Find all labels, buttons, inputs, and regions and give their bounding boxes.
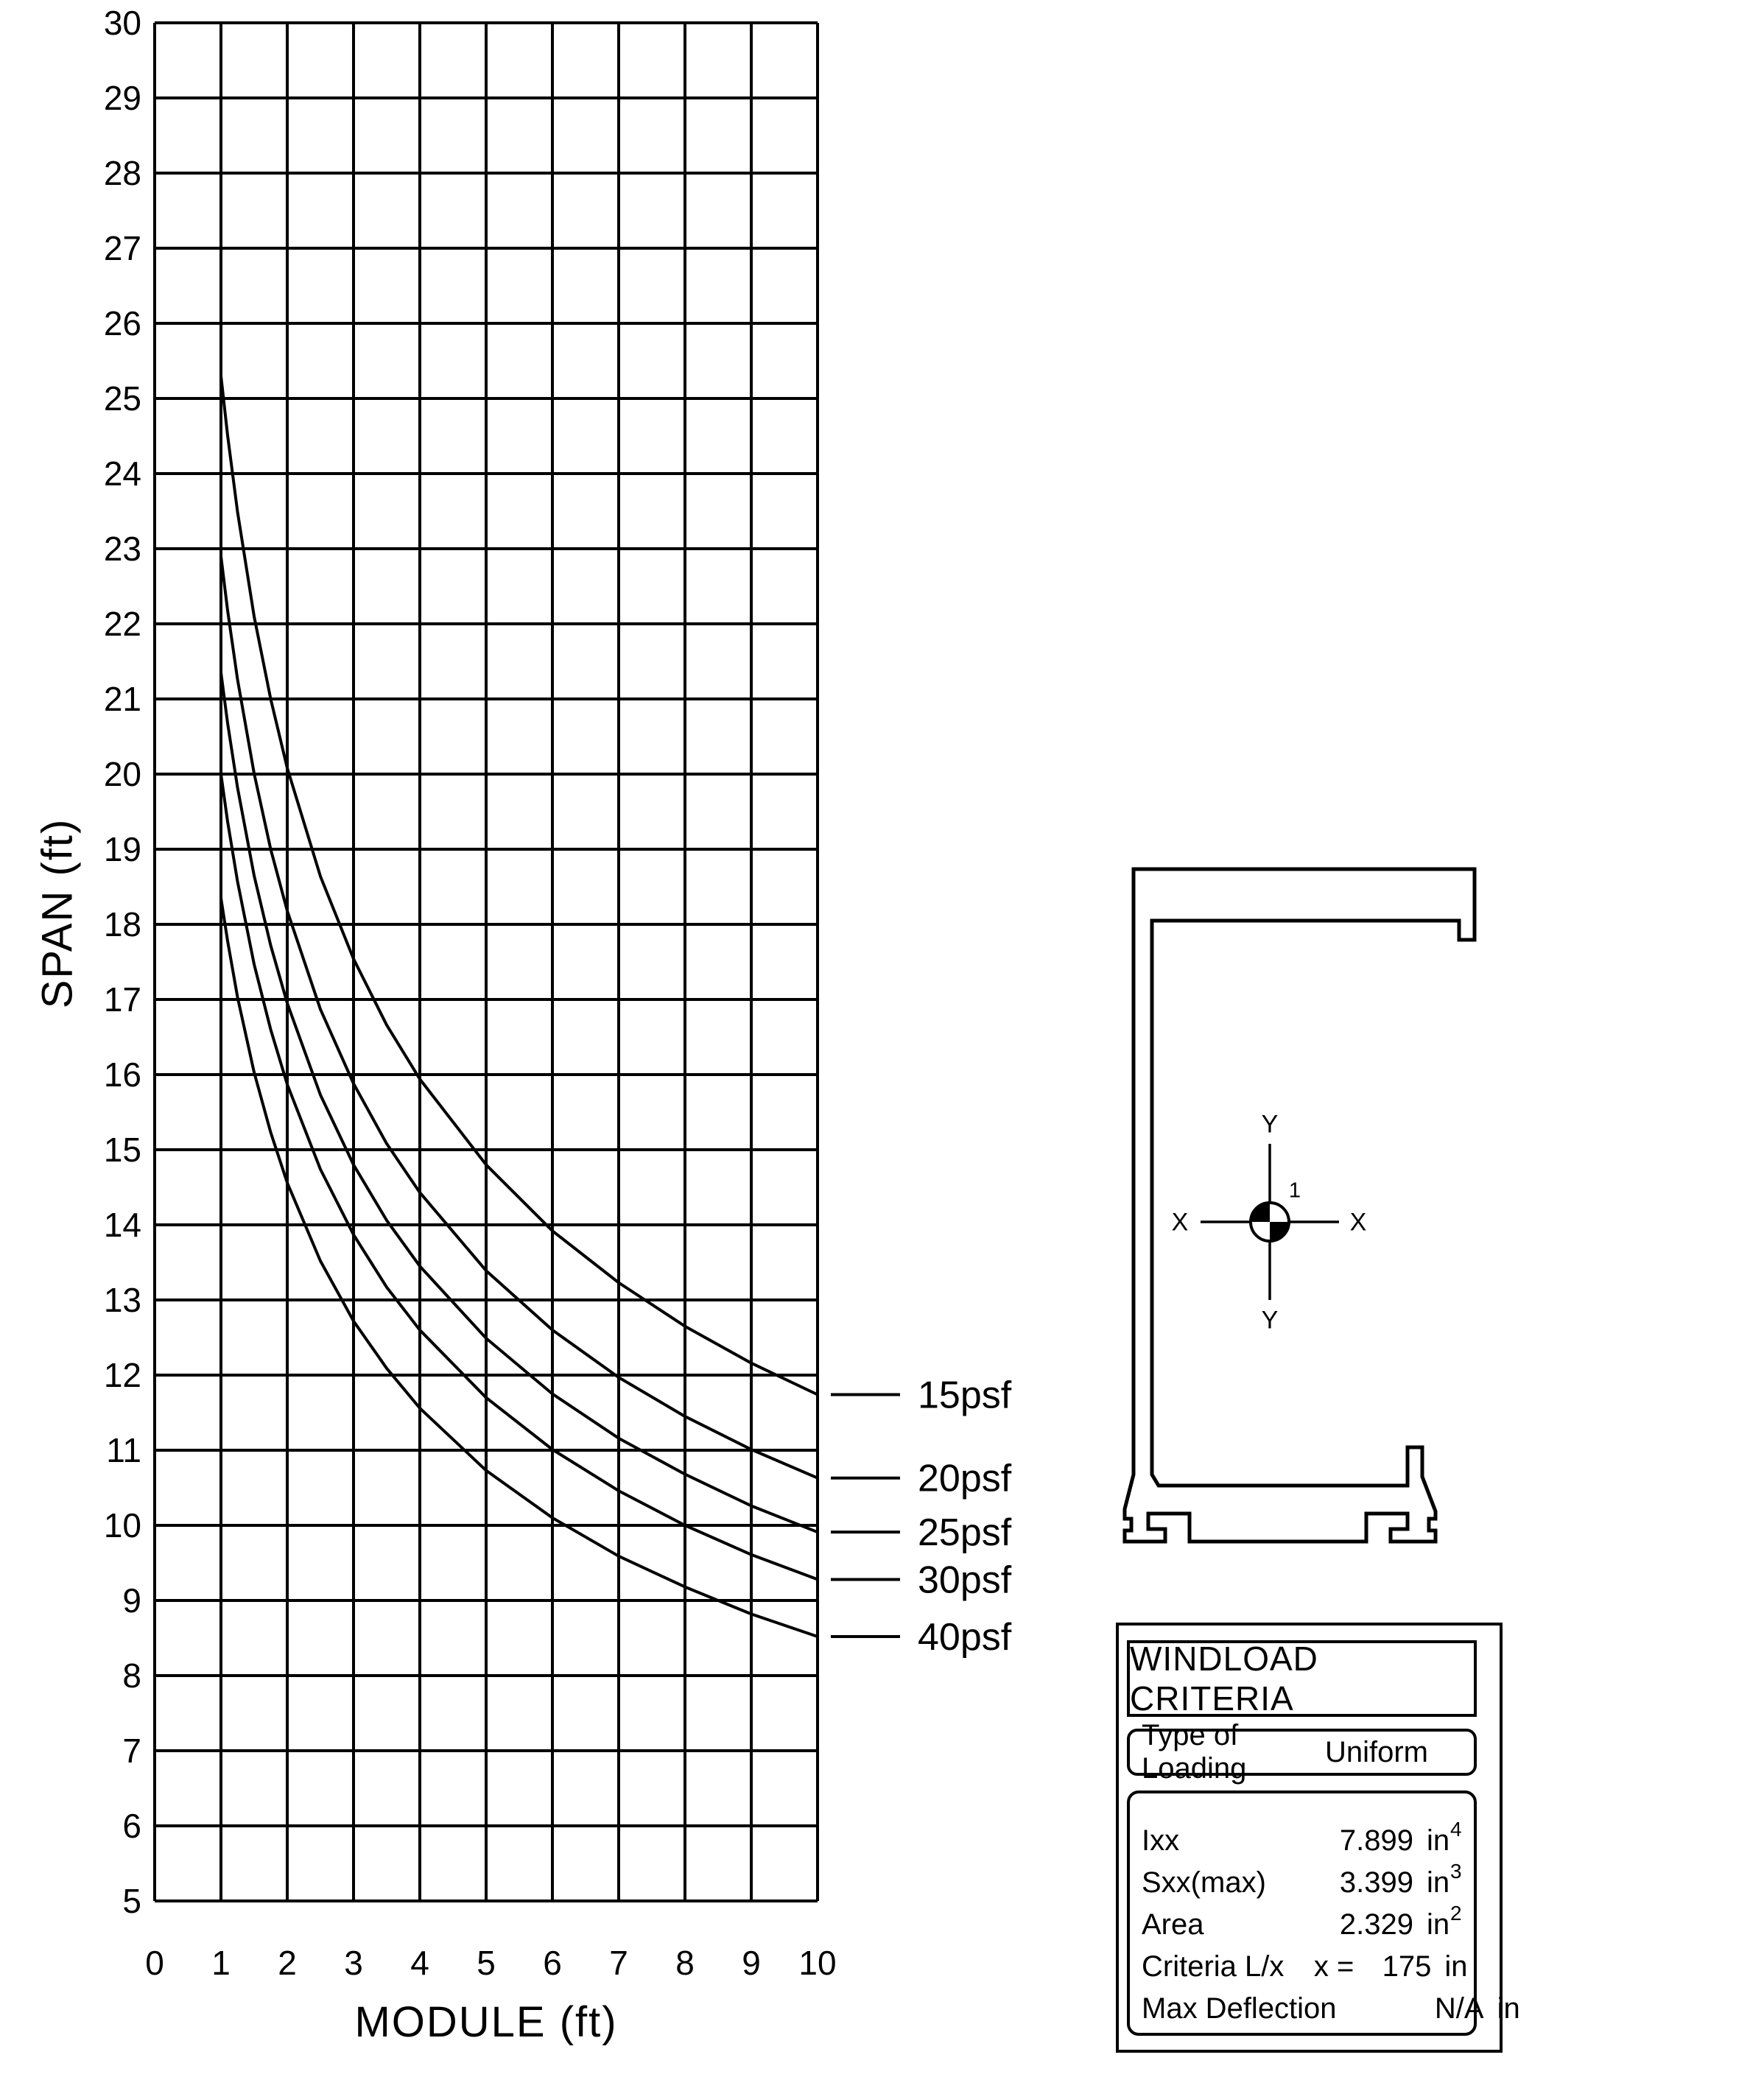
row-label: Criteria L/x — [1142, 1950, 1285, 1983]
y-tick-label: 9 — [122, 1581, 141, 1620]
curve-30psf — [221, 774, 818, 1579]
y-tick-label: 16 — [103, 1055, 141, 1094]
windload-criteria-table — [1116, 1623, 1520, 2053]
x-axis-title: MODULE (ft) — [354, 1998, 618, 2046]
centroid-label-y-bottom: Y — [1261, 1306, 1279, 1335]
x-tick-label: 8 — [675, 1944, 695, 1982]
row-value: N/A — [1434, 1992, 1484, 2025]
centroid-quadrant-top-left — [1251, 1203, 1270, 1222]
x-tick-label: 5 — [477, 1944, 496, 1982]
windload-table-title: WINDLOAD CRITERIA — [1130, 1640, 1318, 1718]
x-tick-label: 10 — [798, 1944, 837, 1982]
row-unit: in — [1497, 1992, 1520, 2025]
curve-15psf — [221, 376, 818, 1394]
y-tick-label: 26 — [103, 304, 141, 342]
windload-table-title-box — [1127, 1640, 1477, 1717]
type-of-loading-value: Uniform — [1324, 1735, 1428, 1768]
y-tick-label: 6 — [122, 1807, 141, 1845]
centroid-label-x-right: X — [1349, 1208, 1367, 1237]
table-row-sxx — [1130, 1859, 1474, 1904]
curve-25psf — [221, 672, 818, 1532]
y-tick-label: 28 — [103, 154, 141, 192]
row-value: 7.899 — [1339, 1824, 1413, 1857]
y-tick-label: 17 — [103, 980, 141, 1019]
row-value: 3.399 — [1339, 1866, 1413, 1899]
y-tick-label: 21 — [103, 680, 141, 718]
curve-leader-labels — [831, 1374, 1012, 1659]
y-tick-label: 10 — [103, 1506, 141, 1544]
y-tick-label: 8 — [122, 1656, 141, 1695]
axis-tick-labels — [104, 4, 837, 1982]
y-tick-label: 12 — [103, 1356, 141, 1394]
curve-label-15psf: 15psf — [918, 1374, 1012, 1417]
y-tick-label: 24 — [103, 454, 141, 493]
y-tick-label: 15 — [103, 1131, 141, 1169]
row-mid: x = — [1313, 1950, 1354, 1983]
y-tick-label: 29 — [103, 79, 141, 117]
y-tick-label: 7 — [122, 1732, 141, 1770]
table-row-ixx — [1130, 1817, 1474, 1862]
row-label: Sxx(max) — [1142, 1866, 1266, 1899]
x-tick-label: 4 — [410, 1944, 429, 1982]
section-profile-outline — [1125, 869, 1475, 1542]
row-label: Area — [1142, 1908, 1204, 1941]
y-tick-label: 18 — [103, 905, 141, 943]
centroid-symbol — [1201, 1144, 1339, 1300]
y-tick-label: 30 — [103, 4, 141, 42]
row-unit-exponent: 3 — [1450, 1859, 1462, 1883]
centroid-id-label: 1 — [1288, 1178, 1301, 1203]
row-value: 175 — [1382, 1950, 1432, 1983]
row-unit: in — [1427, 1866, 1450, 1899]
table-row-max-deflection — [1130, 1988, 1520, 2030]
x-tick-label: 1 — [211, 1944, 231, 1982]
row-unit-exponent: 4 — [1450, 1817, 1462, 1841]
table-row-area — [1130, 1901, 1474, 1946]
y-tick-label: 14 — [103, 1206, 141, 1244]
x-tick-label: 9 — [742, 1944, 761, 1982]
row-unit-exponent: 2 — [1450, 1901, 1462, 1925]
curve-label-30psf: 30psf — [918, 1558, 1012, 1602]
y-tick-label: 19 — [103, 830, 141, 868]
row-unit: in — [1427, 1824, 1450, 1857]
table-row-criteria — [1130, 1946, 1474, 1988]
load-curves — [221, 376, 818, 1637]
row-label: Ixx — [1142, 1824, 1180, 1857]
type-of-loading-row — [1127, 1719, 1477, 1785]
type-of-loading-label: Type of Loading — [1142, 1719, 1247, 1785]
row-value: 2.329 — [1339, 1908, 1413, 1941]
y-tick-label: 25 — [103, 379, 141, 418]
section-properties-box — [1127, 1790, 1520, 2036]
y-tick-label: 27 — [103, 229, 141, 267]
centroid-label-y-top: Y — [1261, 1110, 1279, 1139]
y-tick-label: 23 — [103, 530, 141, 568]
y-tick-label: 20 — [103, 755, 141, 793]
y-tick-label: 13 — [103, 1281, 141, 1319]
centroid-quadrant-bottom-right — [1270, 1222, 1289, 1241]
curve-label-20psf: 20psf — [918, 1457, 1012, 1500]
y-tick-label: 11 — [106, 1431, 141, 1469]
centroid-label-x-left: X — [1171, 1208, 1189, 1237]
row-unit: in — [1427, 1908, 1450, 1941]
y-axis-title: SPAN (ft) — [33, 818, 82, 1009]
x-tick-label: 7 — [609, 1944, 628, 1982]
row-label: Max Deflection — [1142, 1992, 1337, 2025]
y-tick-label: 5 — [122, 1882, 141, 1920]
curve-label-40psf: 40psf — [918, 1615, 1012, 1659]
x-tick-label: 6 — [543, 1944, 562, 1982]
curve-20psf — [221, 556, 818, 1478]
x-tick-label: 2 — [278, 1944, 297, 1982]
x-tick-label: 0 — [145, 1944, 164, 1982]
y-tick-label: 22 — [103, 605, 141, 643]
curve-label-25psf: 25psf — [918, 1511, 1012, 1555]
row-unit: in — [1444, 1950, 1468, 1983]
x-tick-label: 3 — [344, 1944, 363, 1982]
